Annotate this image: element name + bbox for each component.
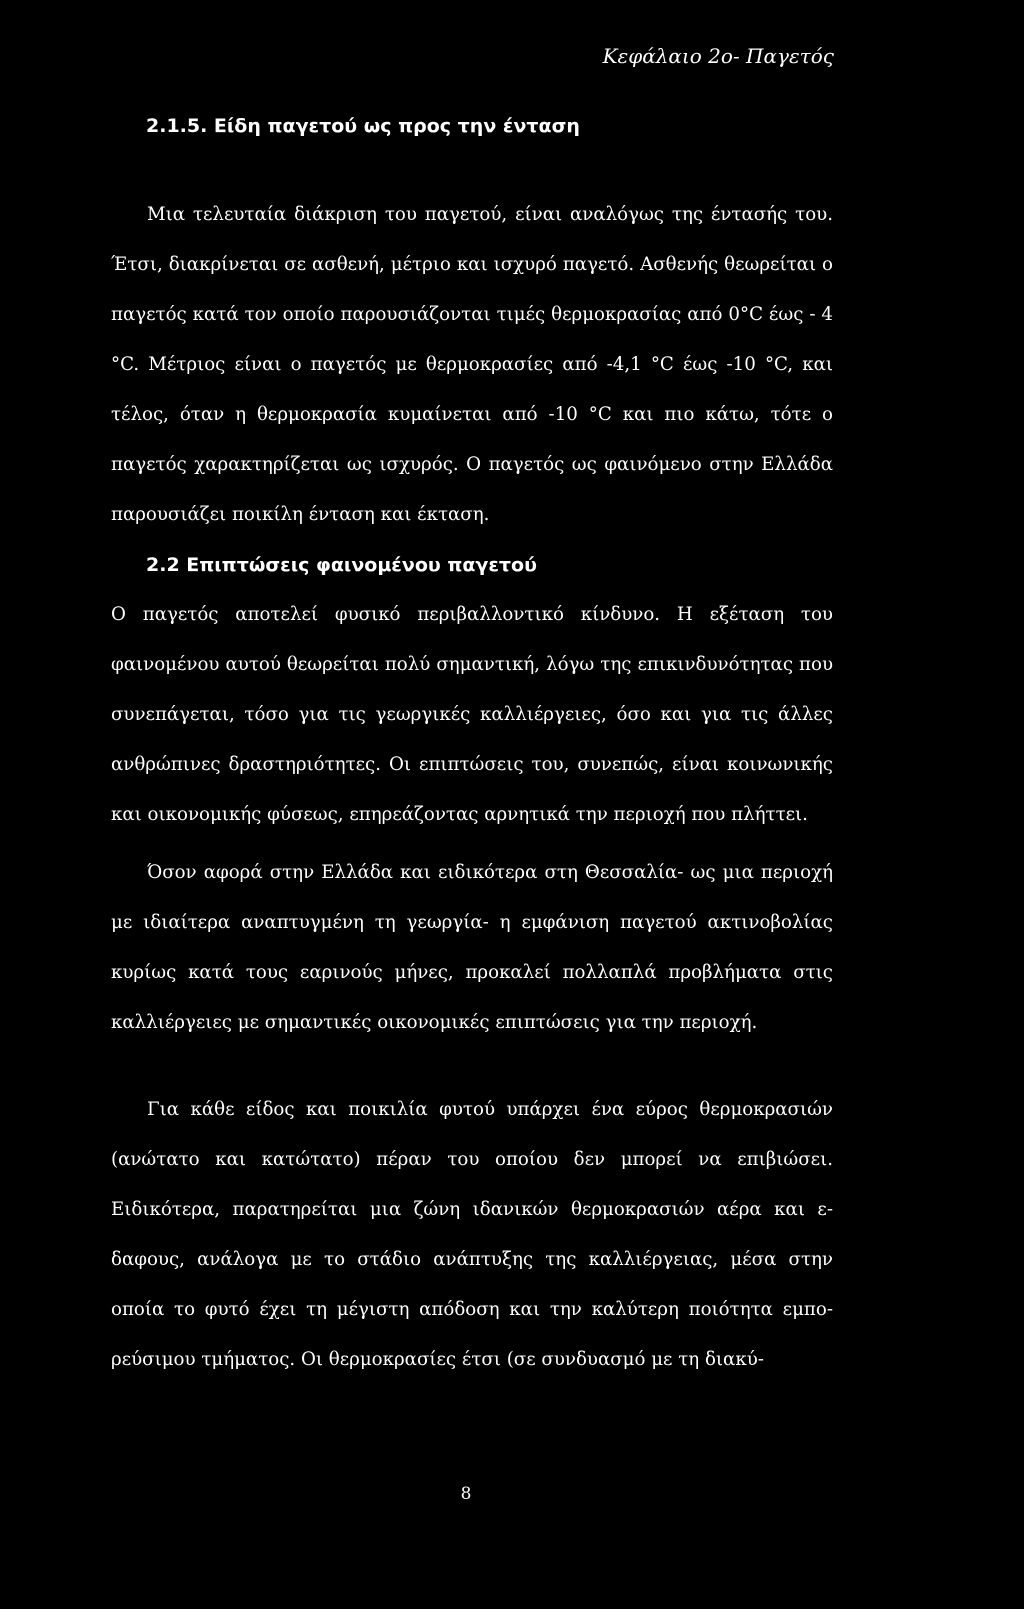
paragraph-temperature-range: Για κάθε είδος και ποικιλία φυτού υπάρχει ένα εύρος θερμοκρασιών (ανώτατο και κατώτατο) πέραν του οποίου δεν μπορεί να επιβιώσει. Ειδικότερα, παρατηρείται μια ζώνη ιδανικών θερμοκρασιών αέρα και εδαφους, ανάλογα με το στάδιο ανάπτυξης της καλλιέργειας, μέσα στην οποία το φυτό έχει τη μέγιστη απόδοση και την καλύτερη ποιότητα εμπορεύσιμου τμήματος. Οι θερμοκρασίες έτσι (σε συνδυασμό με τη διακύ-	[111, 1099, 833, 1370]
paragraph-thessaly: Όσον αφορά στην Ελλάδα και ειδικότερα στη Θεσσαλία- ως μια περιοχή με ιδιαίτερα αναπτυγμένη τη γεωργία- η εμφάνιση παγετού ακτινοβολίας κυρίως κατά τους εαρινούς μήνες, προκαλεί πολλαπλά προβλήματα στις καλλιέργειες με σημαντικές οικονομικές επιπτώσεις για την περιοχή.	[111, 862, 833, 1033]
paragraph-frost-impacts: Ο παγετός αποτελεί φυσικό περιβαλλοντικό κίνδυνο. Η εξέταση του φαινομένου αυτού θεωρείται πολύ σημαντική, λόγω της επικινδυνότητας που συνεπάγεται, τόσο για τις γεωργικές καλλιέργειες, όσο και για τις άλλες ανθρώπινες δραστηριότητες. Οι επιπτώσεις του, συνεπώς, είναι κοινωνικής και οικονομικής φύσεως, επηρεάζοντας αρνητικά την περιοχή που πλήττει.	[111, 604, 833, 825]
running-header: Κεφάλαιο 2ο- Παγετός	[602, 44, 834, 68]
page-number: 8	[460, 1484, 472, 1504]
paragraph-frost-intensity: Μια τελευταία διάκριση του παγετού, είναι αναλόγως της έντασής του. Έτσι, διακρίνεται σε ασθενή, μέτριο και ισχυρό παγετό. Ασθενής θεωρείται ο παγετός κατά τον οποίο παρουσιάζονται τιμές θερμοκρασίας από 0°C έως - 4 °C. Μέτριος είναι ο παγετός με θερμοκρασίες από -4,1 °C έως -10 °C, και τέλος, όταν η θερμοκρασία κυμαίνεται από -10 °C και πιο κάτω, τότε ο παγετός χαρακτηρίζεται ως ισχυρός. Ο παγετός ως φαινόμενο στην Ελλάδα παρουσιάζει ποικίλη ένταση και έκταση.	[111, 204, 833, 525]
section-heading-2-2: 2.2 Επιπτώσεις φαινομένου παγετού	[146, 554, 537, 576]
section-heading-2-1-5: 2.1.5. Είδη παγετού ως προς την ένταση	[146, 115, 580, 137]
